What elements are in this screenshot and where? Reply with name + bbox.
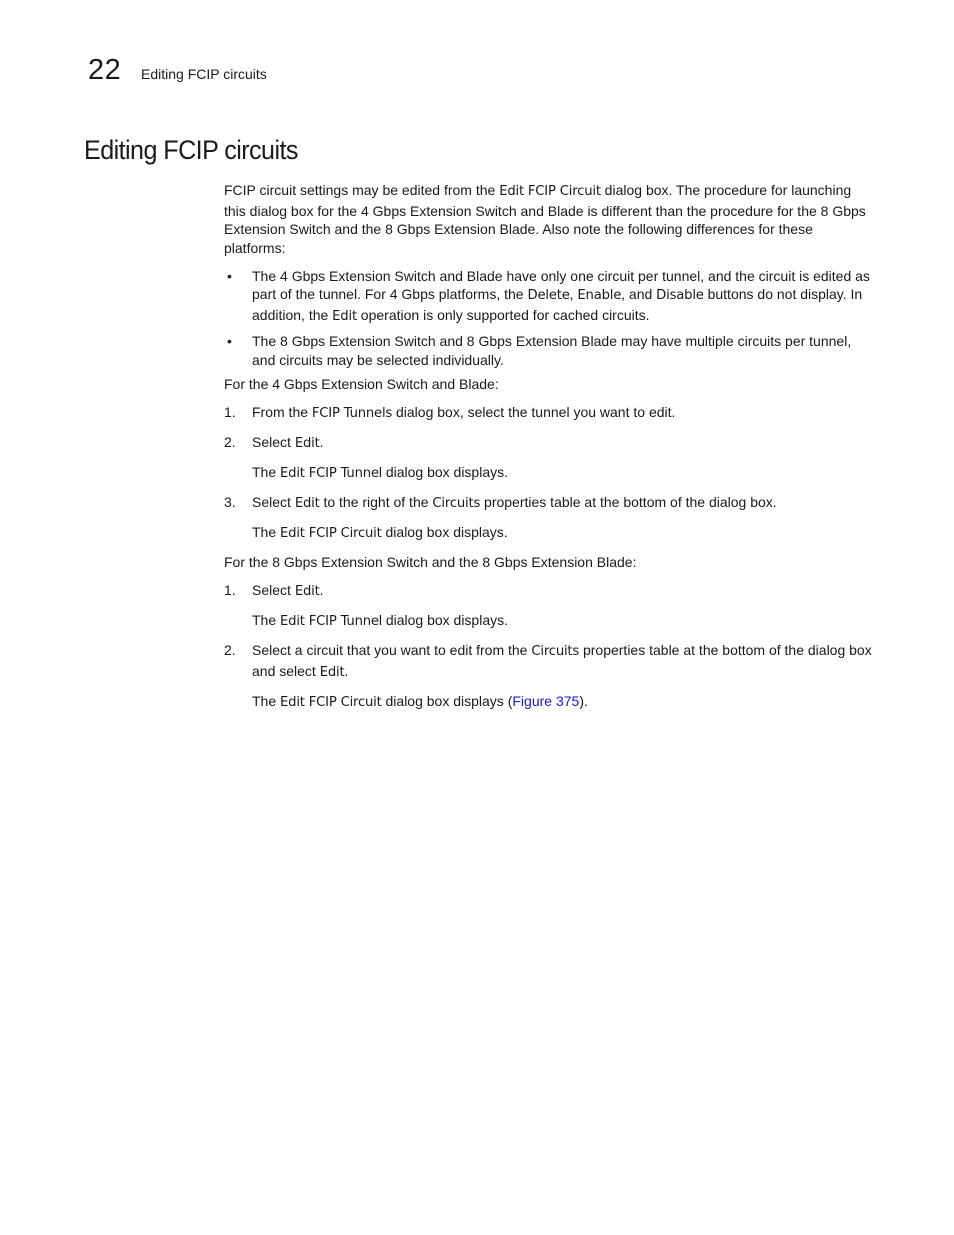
ui-label: Edit (332, 308, 357, 324)
chapter-number: 22 (88, 54, 122, 86)
section-intro-8gbps: For the 8 Gbps Extension Switch and the 8 Gbps Extension Blade: (224, 554, 637, 570)
ui-label: Circuits (432, 496, 481, 511)
running-head: Editing FCIP circuits (141, 66, 267, 82)
ui-label: Edit (294, 436, 320, 451)
step-result: The Edit FCIP Tunnel dialog box displays. (252, 612, 508, 629)
ui-label: Disable (656, 288, 704, 303)
step-item: 2. Select Edit. (224, 434, 324, 451)
bullet-mark: • (227, 267, 232, 284)
step-result: The Edit FCIP Circuit dialog box displays. (252, 524, 508, 541)
body-content (224, 181, 872, 722)
figure-link[interactable]: Figure 375 (512, 692, 580, 709)
step-item: 2. Select a circuit that you want to edit from the Circuits properties table at the bottom of the dialog box and select Edit. (224, 642, 872, 680)
bullet-mark: • (227, 333, 232, 349)
step-number: 2. (224, 642, 236, 658)
step-item: 1. Select Edit. (224, 582, 324, 599)
ui-label: Delete (527, 288, 570, 303)
step-number: 3. (224, 494, 236, 510)
step-number: 1. (224, 404, 236, 420)
step-result: The Edit FCIP Circuit dialog box displays (Figure 375). (252, 692, 588, 710)
ui-label: Edit FCIP Circuit (280, 526, 382, 541)
bullet-item: • The 8 Gbps Extension Switch and 8 Gbps Extension Blade may have multiple circuits per tunnel, and circuits may be selected individually. (227, 333, 852, 368)
ui-label: Enable (577, 288, 622, 303)
ui-label: Edit (294, 584, 320, 599)
intro-paragraph: FCIP circuit settings may be edited from the Edit FCIP Circuit dialog box. The procedure for launching this dialog box for the 4 Gbps Extension Switch and Blade is different than the procedure for the 8 Gbps Extension Switch and the 8 Gbps Extension Blade. Also note the following differences for these platforms: (224, 182, 866, 256)
bullet-item: • The 4 Gbps Extension Switch and Blade have only one circuit per tunnel, and the circuit is edited as part of the tunnel. For 4 Gbps platforms, the Delete, Enable, and Disable buttons do not display. In addition, the Edit operation is only supported for cached circuits. (227, 267, 870, 324)
section-intro-4gbps: For the 4 Gbps Extension Switch and Blade: (224, 376, 499, 392)
ui-label: Edit FCIP Circuit (280, 694, 382, 710)
step-result: The Edit FCIP Tunnel dialog box displays. (252, 464, 508, 481)
step-item: 3. Select Edit to the right of the Circuits properties table at the bottom of the dialog box. (224, 494, 777, 511)
step-number: 1. (224, 582, 236, 598)
ui-label: Edit FCIP Tunne (280, 466, 379, 481)
page-title: Editing FCIP circuits (84, 135, 298, 165)
step-item: 1. From the FCIP Tunnels dialog box, select the tunnel you want to edit. (224, 404, 676, 421)
ui-label: Edit (319, 664, 345, 680)
ui-label: Edit FCIP Circuit (499, 184, 601, 199)
ui-label: FCIP Tunnels (311, 406, 393, 421)
step-number: 2. (224, 434, 236, 450)
ui-label: Circuits (531, 644, 580, 659)
ui-label: Edit FCIP Tunne (280, 614, 379, 629)
ui-label: Edit (294, 496, 320, 511)
